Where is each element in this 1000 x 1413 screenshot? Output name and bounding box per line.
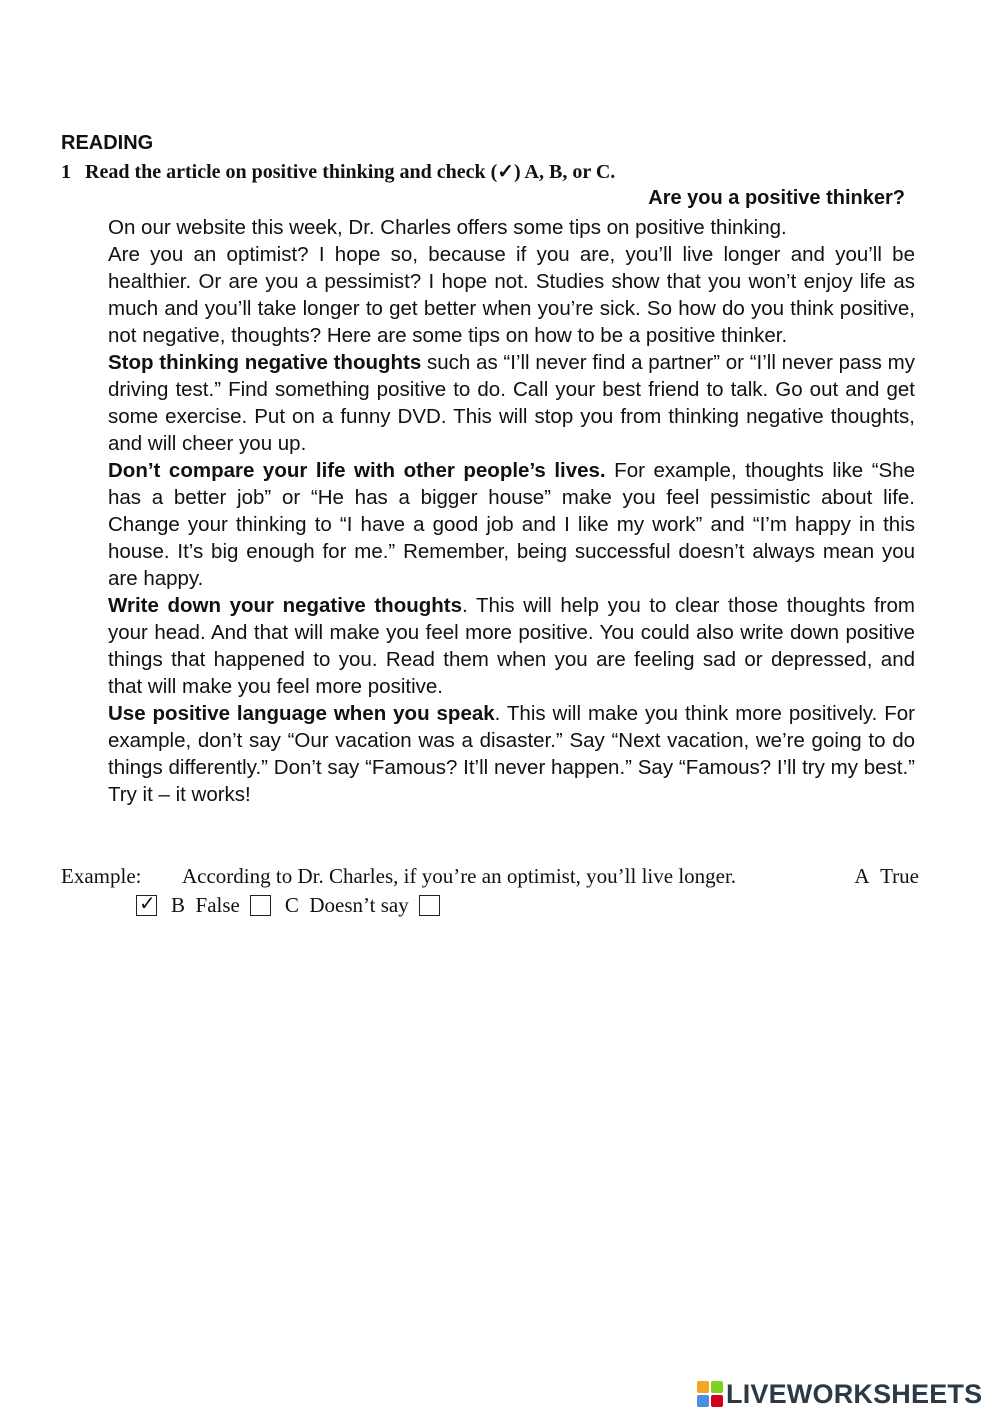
- tip-heading: Stop thinking negative thoughts: [108, 351, 422, 374]
- instruction-text: Read the article on positive thinking and check (✓) A, B, or C.: [85, 161, 616, 183]
- article-intro-line: On our website this week, Dr. Charles offers some tips on positive thinking.: [108, 216, 787, 239]
- option-a-label: A True: [854, 864, 919, 888]
- tip-paragraph: [108, 700, 915, 808]
- logo-text: LIVEWORKSHEETS: [726, 1378, 983, 1409]
- section-heading: READING: [61, 132, 154, 154]
- instruction-number: 1: [61, 161, 71, 183]
- article-body: [108, 214, 915, 808]
- liveworksheets-logo[interactable]: [697, 1377, 982, 1411]
- tip-body: such as “I’ll never find a partner” or “I’ll never pass my driving test.” Find something positive to do. Call your best friend to talk. Go out and get some exercise. Put on a funny DVD. This will stop you from thinking negative thoughts, and will cheer you up.: [108, 351, 915, 455]
- example-label: Example:: [61, 864, 142, 888]
- instruction: [61, 159, 615, 184]
- tip-paragraph: [108, 349, 915, 457]
- tip-heading: Write down your negative thoughts: [108, 594, 463, 617]
- tip-heading: Don’t compare your life with other people’s lives.: [108, 459, 606, 482]
- check-mark-icon: ✓: [139, 892, 156, 915]
- example-question: [61, 862, 919, 919]
- option-b-label: B False: [171, 893, 240, 917]
- article-title: Are you a positive thinker?: [648, 187, 905, 209]
- tip-paragraph: [108, 592, 915, 700]
- option-c-checkbox[interactable]: [419, 895, 440, 916]
- tip-heading: Use positive language when you speak: [108, 702, 495, 725]
- logo-mark-icon: [697, 1381, 723, 1407]
- example-statement: According to Dr. Charles, if you’re an optimist, you’ll live longer.: [182, 864, 737, 888]
- tip-body: . This will make you think more positively. For example, don’t say “Our vacation was a disaster.” Say “Next vacation, we’re going to do things differently.” Don’t say “Famous? It’ll never happen.” Say “Famous? I’ll try my best.” Try it – it works!: [108, 702, 915, 806]
- option-a-checkbox[interactable]: [136, 892, 157, 916]
- option-b-checkbox[interactable]: [250, 895, 271, 916]
- article-intro-paragraph: Are you an optimist? I hope so, because if you are, you’ll live longer and you’ll be healthier. Or are you a pessimist? I hope not. Studies show that you won’t enjoy life as much and you’ll take longer to get better when you’re sick. So how do you think positive, not negative, thoughts? Here are some tips on how to be a positive thinker.: [108, 243, 915, 347]
- option-c-label: C Doesn’t say: [284, 893, 409, 917]
- tip-body: For example, thoughts like “She has a better job” or “He has a bigger house” make you feel pessimistic about life. Change your thinking to “I have a good job and I like my work” and “I’m happy in this house. It’s big enough for me.” Remember, being successful doesn’t always mean you are happy.: [108, 459, 915, 590]
- tip-body: . This will help you to clear those thoughts from your head. And that will make you feel more positive. You could also write down positive things that happened to you. Read them when you are feeling sad or depressed, and that will make you feel more positive.: [108, 594, 916, 698]
- tip-paragraph: [108, 457, 915, 592]
